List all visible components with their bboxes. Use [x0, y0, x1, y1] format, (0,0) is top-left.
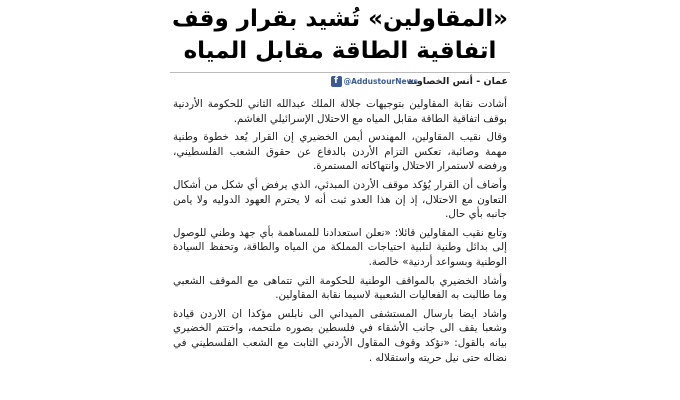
- facebook-icon: f: [331, 76, 342, 87]
- paragraph: وقال نقيب المقاولين، المهندس أيمن الخضيري إن القرار يُعد خطوة وطنية مهمة وصائبة، تعكس التزام الأردن بالدفاع عن حقوق الشعب الفلسطيني، ورفضه لاستمرار الاحتلال وانتهاكاته المستمرة.: [173, 131, 507, 173]
- paragraph: وأضاف أن القرار يُؤكد موقف الأردن المبدئي، الذي يرفض أي شكل من أشكال التعاون مع الاحتلال، إذ إن هذا العدو ثبت أنه لا يحترم العهود الدوليه ولا يامن جانبه بأي حال.: [173, 178, 507, 221]
- social-handle-text: @AddustourNews: [343, 77, 418, 86]
- social-handle[interactable]: [331, 76, 418, 87]
- article-body: [170, 97, 510, 365]
- article: [170, 0, 510, 400]
- article-meta: [170, 72, 510, 91]
- headline: [170, 4, 510, 66]
- headline-line-1: «المقاولين» تُشيد بقرار وقف: [172, 6, 508, 32]
- paragraph: أشادت نقابة المقاولين بتوجيهات جلالة الملك عبدالله الثاني للحكومة الأردنية بوقف اتفاقية الطاقة مقابل المياه مع الاحتلال الإسرائيلي الغاشم.: [173, 98, 507, 125]
- byline: عمان - أنس الخصاونة: [407, 76, 508, 87]
- headline-line-2: اتفاقية الطاقة مقابل المياه: [183, 38, 497, 64]
- paragraph: واشاد ايضا بارسال المستشفى الميداني الى نابلس مؤكدا ان الاردن قيادة وشعبا يقف الى جانب الأشقاء في فلسطين بصوره ملتحمه، واختتم الخضيري بيانه بالقول: «نؤكد وقوف المقاول الأردني الثابت مع الشعب الفلسطيني في نضاله حتى نيل حريته واستقلاله .: [173, 307, 507, 364]
- paragraph: وأشاد الخضيري بالمواقف الوطنية للحكومة التي تتماهى مع الموقف الشعبي وما طالبت به الفعاليات الشعبية لاسيما نقابة المقاولين.: [173, 274, 507, 302]
- paragraph: وتابع نقيب المقاولين قائلا: «نعلن استعدادنا للمساهمة بأي جهد وطني للوصول إلى بدائل وطنية لتلبية احتياجات المملكة من المياه والطاقة، وتحفظ السيادة الوطنية وبسواعد أردنية» خالصة.: [173, 226, 507, 268]
